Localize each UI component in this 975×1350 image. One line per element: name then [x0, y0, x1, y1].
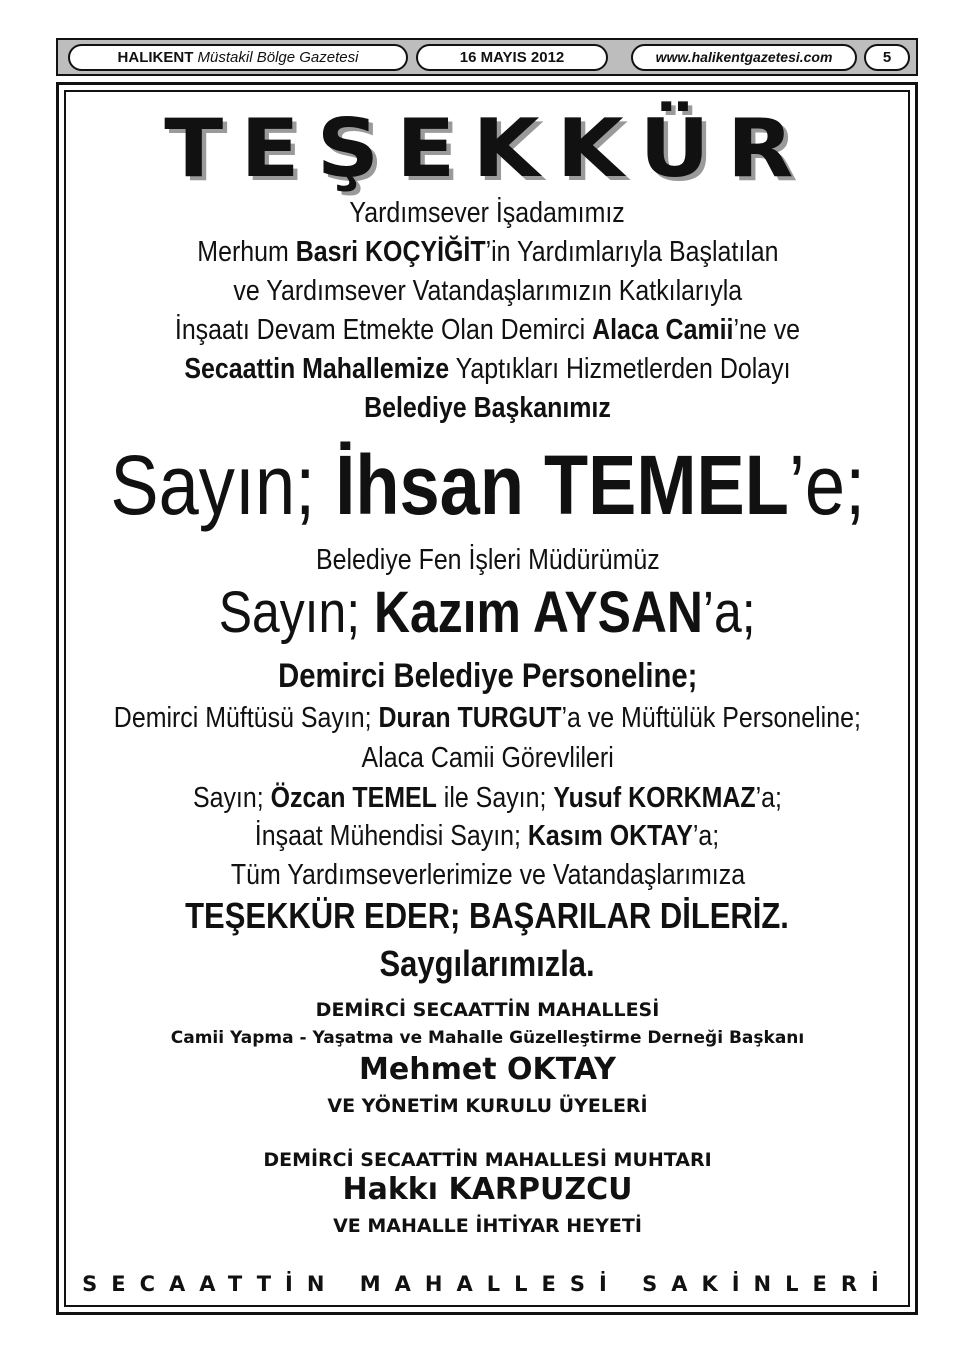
name-highlight: Alaca Camii [592, 314, 734, 346]
text-span: Yardımsever İşadamımız [349, 197, 626, 229]
text-span: Sayın; [110, 438, 336, 532]
text-span: Belediye Başkanımız [364, 392, 611, 424]
signatory-name: Mehmet OKTAY [359, 1052, 616, 1087]
text-span: Demirci Müftüsü Sayın; [113, 702, 379, 734]
text-span: Merhum [196, 236, 296, 268]
newspaper-name [68, 44, 408, 71]
text-line [0, 351, 975, 387]
text-line [0, 390, 975, 426]
issue-date: 16 MAYIS 2012 [416, 44, 608, 71]
text-span: Yaptıkları Hizmetlerden Dolayı [449, 353, 791, 385]
signatory-board: VE YÖNETİM KURULU ÜYELERİ [327, 1095, 648, 1117]
text-line [0, 656, 975, 696]
text-span: Belediye Fen İşleri Müdürümüz [315, 544, 660, 576]
name-highlight: Kasım OKTAY [528, 820, 694, 852]
text-span: ’e; [788, 438, 865, 532]
text-span: ve Yardımsever Vatandaşlarımızın Katkılarıyla [233, 275, 742, 307]
ad-title: TEŞEKKÜR [164, 102, 811, 195]
newspaper-header-bar [56, 38, 918, 76]
text-span: ’a; [693, 820, 720, 852]
text-span: ’a; [755, 782, 783, 814]
signatory-org: DEMİRCİ SECAATTİN MAHALLESİ MUHTARI [263, 1149, 712, 1171]
text-line [0, 942, 975, 986]
honoree-name: Kazım AYSAN [374, 580, 704, 645]
honoree-line [0, 580, 975, 646]
text-line [0, 700, 975, 736]
text-span: Sayın; [192, 782, 271, 814]
text-span: ’a ve Müftülük Personeline; [561, 702, 862, 734]
signatory-title: Camii Yapma - Yaşatma ve Mahalle Güzelleştirme Derneği Başkanı [170, 1028, 805, 1048]
text-line [0, 195, 975, 231]
signatory-name: Hakkı KARPUZCU [342, 1172, 633, 1207]
text-line [0, 780, 975, 816]
signatory-org: DEMİRCİ SECAATTİN MAHALLESİ [315, 999, 660, 1021]
paper-title: HALIKENT [117, 49, 194, 66]
paper-subtitle: Müstakil Bölge Gazetesi [197, 49, 359, 66]
name-highlight: Yusuf KORKMAZ [553, 782, 756, 814]
text-span: ’a; [703, 580, 756, 645]
text-span: İnşaat Mühendisi Sayın; [255, 820, 529, 852]
signatory-board: VE MAHALLE İHTİYAR HEYETİ [333, 1215, 642, 1237]
text-span: ile Sayın; [436, 782, 554, 814]
page-number: 5 [864, 44, 910, 71]
text-span: ’in Yardımlarıyla Başlatılan [485, 236, 779, 268]
honoree-name: İhsan TEMEL [335, 438, 789, 532]
text-span: ’ne ve [733, 314, 801, 346]
text-line [0, 542, 975, 578]
text-span: Sayın; [219, 580, 375, 645]
name-highlight: Duran TURGUT [378, 702, 562, 734]
name-highlight: Özcan TEMEL [270, 782, 437, 814]
name-highlight: Basri KOÇYİĞİT [295, 236, 486, 268]
text-line [0, 312, 975, 348]
text-line [0, 857, 975, 893]
text-span: TEŞEKKÜR EDER; BAŞARILAR DİLERİZ. [185, 895, 790, 936]
honoree-line [0, 437, 975, 533]
text-span: Saygılarımızla. [379, 943, 596, 984]
website-link[interactable]: www.halikentgazetesi.com [631, 44, 857, 71]
text-span: Alaca Camii Görevlileri [361, 742, 614, 774]
text-span: İnşaatı Devam Etmekte Olan Demirci [174, 314, 593, 346]
name-highlight: Secaattin Mahallemize [184, 353, 450, 385]
residents-signature: SECAATTİN MAHALLESİ SAKİNLERİ [82, 1272, 893, 1296]
text-line [0, 234, 975, 270]
text-span: Demirci Belediye Personeline; [277, 657, 698, 695]
text-line [0, 740, 975, 776]
text-line [0, 818, 975, 854]
text-line [0, 895, 975, 937]
text-span: Tüm Yardımseverlerimize ve Vatandaşlarımıza [230, 859, 745, 891]
text-line [0, 273, 975, 309]
